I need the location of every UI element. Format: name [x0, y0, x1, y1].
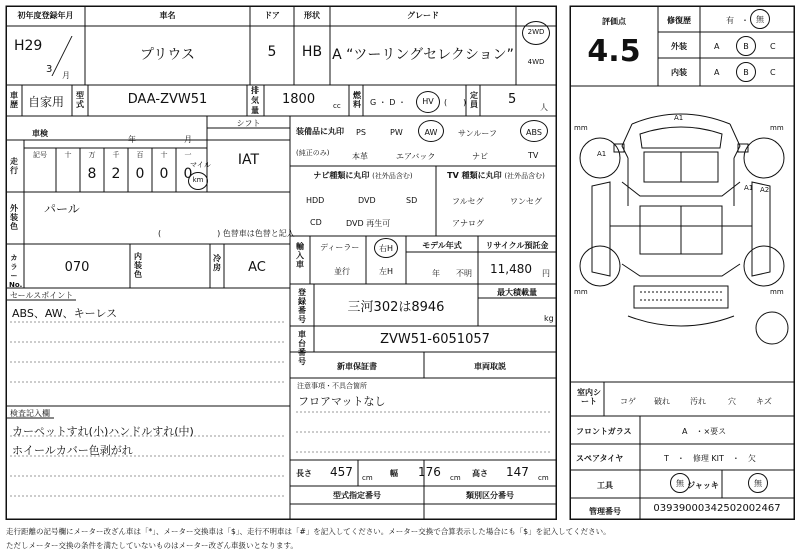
displacement-unit: cc: [333, 102, 341, 110]
mileage-digit: 0: [183, 166, 193, 182]
tools-value: 無: [676, 479, 684, 488]
equip-sunroof: サンルーフ: [458, 129, 497, 138]
fuel-label: 燃料: [353, 91, 361, 109]
import-parallel: 並行: [334, 267, 350, 276]
fuel-selected: HV: [422, 97, 434, 106]
damage-mark: A1: [744, 184, 754, 192]
mm-mark: mm: [770, 288, 784, 296]
max-load-unit: kg: [544, 314, 554, 323]
equip-pw: PW: [390, 128, 403, 137]
import-dealer: ディーラー: [320, 243, 360, 252]
windshield-label: フロントガラス: [576, 427, 632, 436]
exterior-grade-a: A: [714, 42, 720, 51]
tools-label: 工具: [597, 481, 613, 490]
registration-value: 三河302は8946: [347, 300, 445, 315]
sales-point-label: セールスポイント: [10, 291, 74, 300]
equip-abs: ABS: [526, 128, 542, 137]
first-reg-label: 初年度登録年月: [17, 11, 74, 20]
interior-grade-c: C: [770, 68, 776, 77]
spare-tire-label: スペアタイヤ: [576, 454, 624, 463]
equipment-sublabel: (純正のみ): [296, 149, 330, 157]
left-hand: 左H: [378, 267, 393, 276]
score-label: 評価点: [602, 17, 626, 26]
navi-dvd: DVD: [358, 196, 376, 205]
seat-burn: コゲ: [620, 397, 636, 406]
windshield-value: A ・×要ス: [682, 427, 727, 436]
navi-sd: SD: [406, 196, 418, 205]
drive-2wd: 2WD: [527, 28, 545, 36]
digit-header: 十: [160, 151, 168, 159]
tv-fullseg: フルセグ: [452, 197, 484, 206]
equip-airbag: エアバック: [396, 152, 436, 161]
type-designation-label: 型式指定番号: [333, 491, 381, 500]
exterior-color-label: 外装色: [10, 204, 18, 231]
interior-score-label: 内装: [671, 68, 687, 77]
shaken-year-unit: 年: [128, 135, 136, 144]
navi-dvd-play: DVD 再生可: [346, 219, 391, 228]
spare-tire-value: T ・ 修理 KIT ・ 欠: [664, 454, 756, 463]
exterior-grade-b: B: [743, 42, 749, 51]
shift-value: IAT: [237, 152, 260, 168]
notes-value: フロアマットなし: [298, 395, 386, 408]
grade-value: A “ツーリングセレクション”: [332, 47, 514, 63]
car-name-label: 車名: [159, 11, 176, 20]
management-label: 管理番号: [589, 507, 621, 516]
color-no-label: カラーNo.: [9, 254, 23, 289]
mileage-digit: 2: [111, 166, 121, 182]
ac-value: AC: [248, 260, 266, 275]
interior-seat-label: 室内シート: [577, 388, 601, 406]
model-value: DAA-ZVW51: [127, 92, 208, 107]
import-label: 輸入車: [296, 242, 304, 269]
tv-oneseg: ワンセグ: [510, 197, 542, 206]
displacement-label: 排気量: [251, 86, 259, 115]
digit-header: 千: [112, 151, 120, 159]
mileage-digit: 0: [159, 166, 169, 182]
drive-4wd: 4WD: [527, 58, 545, 66]
height-unit: cm: [538, 474, 549, 482]
mm-mark: mm: [574, 288, 588, 296]
jack-label: ジャッキ: [687, 481, 719, 490]
owner-manual: 車両取説: [474, 362, 506, 371]
displacement-value: 1800: [282, 92, 316, 107]
exterior-color-note: ( ) 色替車は色替と記入: [158, 229, 295, 238]
month-unit: 月: [62, 71, 70, 80]
shape-label: 形状: [304, 11, 320, 20]
mm-mark: mm: [770, 124, 784, 132]
mileage-digit: 8: [87, 166, 97, 182]
equip-aw: AW: [424, 128, 438, 137]
seat-scratch: キズ: [756, 397, 772, 406]
color-no-value: 070: [64, 260, 90, 275]
management-value: 0393900034250200​2467: [653, 503, 781, 514]
interior-grade-b: B: [743, 68, 749, 77]
mm-mark: mm: [574, 124, 588, 132]
interior-color-label: 内装色: [134, 252, 142, 279]
ac-label: 冷房: [213, 254, 221, 272]
navi-cd: CD: [310, 218, 322, 227]
tv-label: TV 種類に丸印 (社外品含む): [447, 171, 545, 180]
model-year-unit: 年: [432, 269, 440, 278]
capacity-label: 定員: [470, 91, 478, 109]
digit-header: 百: [136, 151, 144, 159]
mileage-unit: km: [192, 176, 204, 184]
fuel-options: G ・ D ・: [370, 98, 406, 107]
equipment-label: 装備品に丸印: [296, 127, 344, 136]
digit-header: 十: [64, 151, 72, 159]
car-damage-diagram: [570, 86, 794, 382]
exterior-score-label: 外装: [671, 42, 687, 51]
class-number-label: 類別区分番号: [466, 491, 514, 500]
mile-label: マイル: [190, 161, 211, 169]
equip-navi: ナビ: [472, 152, 488, 161]
registration-label: 登録番号: [298, 288, 306, 324]
height-label: 高さ: [472, 469, 488, 478]
equip-ps: PS: [356, 128, 366, 137]
new-car-warranty: 新車保証書: [337, 362, 377, 371]
model-year-label: モデル年式: [422, 241, 462, 250]
width-unit: cm: [450, 474, 461, 482]
repair-separator: ・: [741, 16, 749, 25]
door-count: 5: [267, 44, 277, 60]
capacity-value: 5: [508, 92, 517, 107]
usage-label: 車歴: [10, 91, 18, 109]
digit-header: 一: [184, 151, 192, 159]
mileage-sign-label: 記号: [33, 151, 47, 159]
equip-tv: TV: [528, 151, 539, 160]
mileage-label: 走行: [10, 157, 18, 175]
seat-tear: 破れ: [654, 397, 670, 406]
length-label: 長さ: [296, 469, 312, 478]
length-value: 457: [330, 465, 353, 479]
grade-label: グレード: [407, 11, 439, 20]
footer-line-2: ただしメーター交換の条件を満たしていないものはメーター改ざん車扱いとなります。: [6, 541, 298, 550]
exterior-grade-c: C: [770, 42, 776, 51]
shaken-label: 車検: [32, 129, 48, 138]
model-label: 型式: [76, 91, 84, 109]
seat-hole: 穴: [728, 397, 736, 406]
model-year-unknown: 不明: [456, 269, 472, 278]
mileage-digit: 0: [135, 166, 145, 182]
exterior-color-value: パール: [44, 202, 80, 216]
inspection-line: カーペットすれ(小)ハンドルすれ(中): [12, 425, 194, 438]
repair-yes: 有: [726, 16, 734, 25]
width-value: 176: [418, 465, 441, 479]
interior-grade-a: A: [714, 68, 720, 77]
repair-history-label: 修復歴: [667, 16, 691, 25]
footer-line-1: 走行距離の記号欄にメーター改ざん車は「*」、メーター交換車は「$」、走行不明車は「#」を記入してください。メーター交換で合算表示した場合にも「$」を記入してください。: [6, 527, 611, 536]
length-unit: cm: [362, 474, 373, 482]
height-value: 147: [506, 465, 529, 479]
shift-label: シフト: [236, 119, 261, 128]
door-label: ドア: [264, 11, 280, 20]
recycle-value: 11,480: [490, 262, 532, 276]
damage-mark: A1: [674, 114, 684, 122]
tv-analog: アナログ: [452, 219, 484, 228]
first-reg-era: H29: [14, 38, 43, 54]
first-reg-month: 3: [46, 64, 53, 75]
score-value: 4.5: [587, 34, 641, 69]
car-name: プリウス: [139, 47, 196, 63]
usage-value: 自家用: [28, 95, 65, 109]
equip-leather: 本革: [352, 152, 368, 161]
chassis-label: 車台番号: [298, 330, 306, 366]
fuel-paren: ( ): [444, 98, 467, 107]
inspection-line: ホイールカバー色剥がれ: [12, 444, 133, 457]
digit-header: 万: [88, 151, 96, 159]
notes-label: 注意事項・不具合箇所: [297, 382, 367, 390]
recycle-unit: 円: [542, 269, 550, 278]
max-load-label: 最大積載量: [497, 288, 537, 297]
seat-stain: 汚れ: [690, 397, 706, 406]
damage-mark: A1: [597, 150, 607, 158]
sales-point-value: ABS、AW、キーレス: [12, 307, 118, 320]
inspection-label: 検査記入欄: [10, 409, 50, 418]
width-label: 幅: [390, 469, 398, 478]
recycle-label: リサイクル預託金: [485, 241, 549, 250]
damage-mark: A2: [760, 186, 770, 194]
right-hand: 右H: [378, 244, 393, 253]
shaken-month-unit: 月: [184, 135, 192, 144]
chassis-value: ZVW51-6051057: [380, 332, 490, 347]
body-shape: HB: [301, 44, 323, 60]
jack-value: 無: [754, 479, 762, 488]
capacity-unit: 人: [540, 103, 548, 112]
navi-label: ナビ種類に丸印 (社外品含む): [313, 171, 413, 180]
navi-hdd: HDD: [306, 196, 325, 205]
repair-no: 無: [756, 15, 764, 24]
